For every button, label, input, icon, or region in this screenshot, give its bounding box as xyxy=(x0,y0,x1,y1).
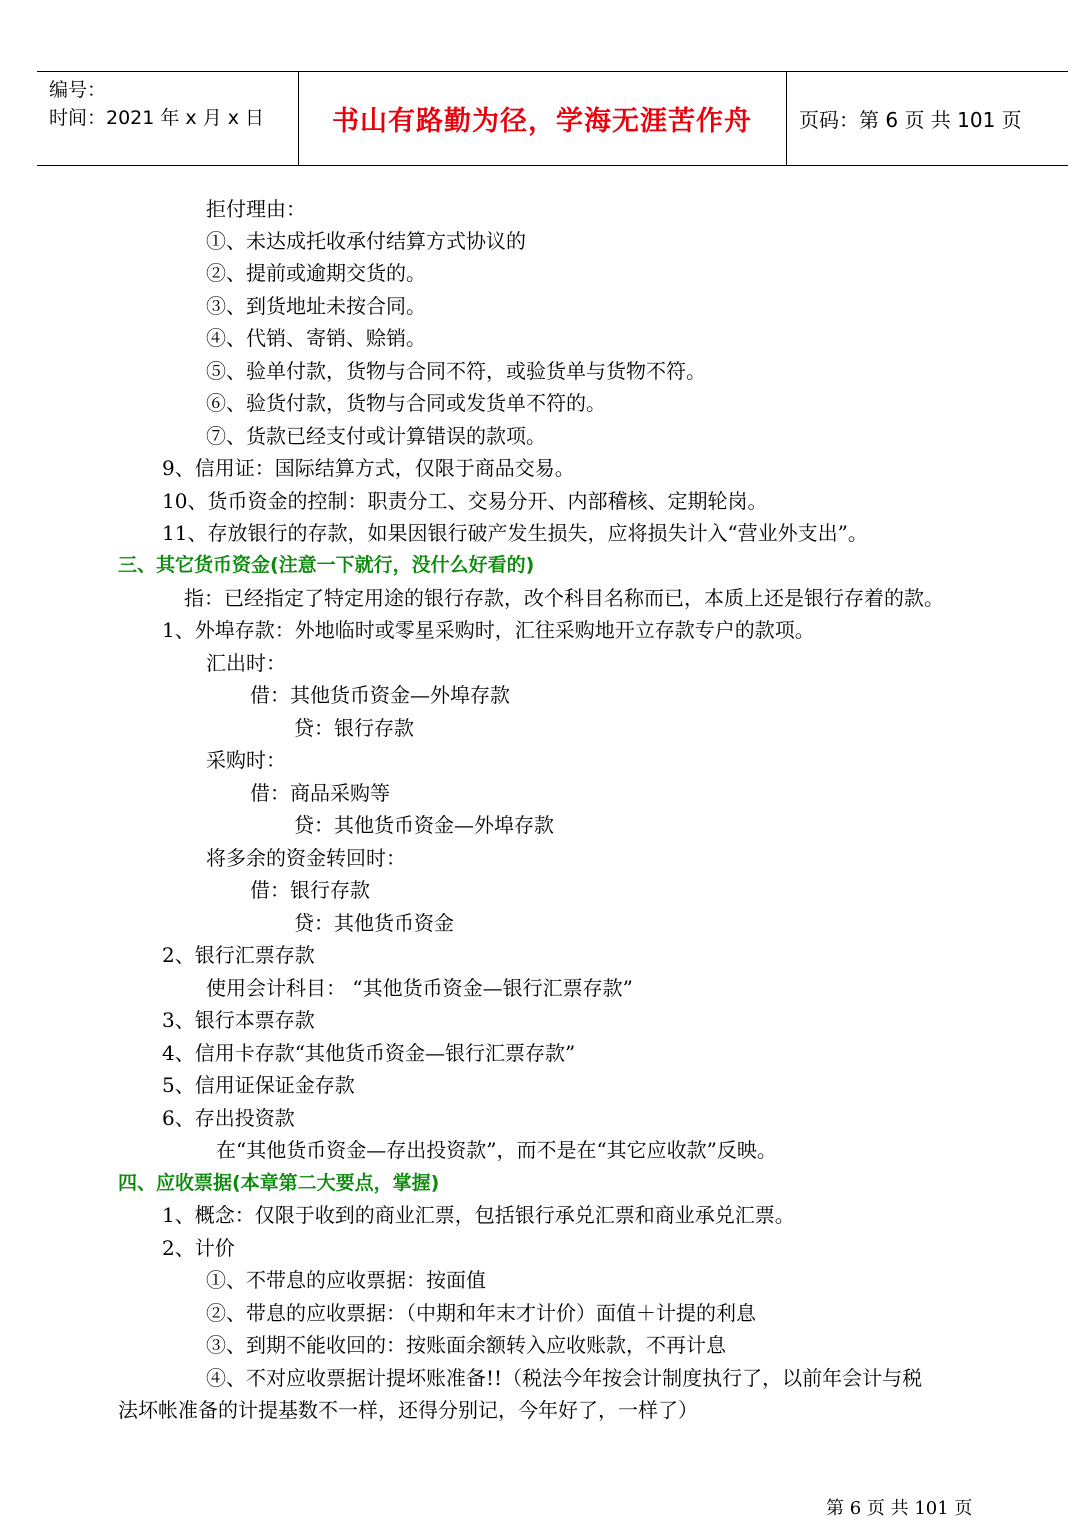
text-line: ⑤、验单付款，货物与合同不符，或验货单与货物不符。 xyxy=(206,359,706,383)
text-line: 借：其他货币资金—外埠存款 xyxy=(250,683,510,707)
header-divider xyxy=(786,72,787,165)
text-line: 6、存出投资款 xyxy=(162,1106,295,1130)
text-line: 在“其他货币资金—存出投资款”，而不是在“其它应收款”反映。 xyxy=(216,1138,777,1162)
text-line: 1、概念：仅限于收到的商业汇票，包括银行承兑汇票和商业承兑汇票。 xyxy=(162,1203,795,1227)
text-line: 1、外埠存款：外地临时或零星采购时，汇往采购地开立存款专户的款项。 xyxy=(162,618,815,642)
text-line: 使用会计科目： “其他货币资金—银行汇票存款” xyxy=(206,976,633,1000)
section-heading: 四、应收票据(本章第二大要点，掌握) xyxy=(118,1172,440,1194)
text-line: 贷：银行存款 xyxy=(294,716,414,740)
text-line: 9、信用证：国际结算方式，仅限于商品交易。 xyxy=(162,456,575,480)
text-line: 11、存放银行的存款，如果因银行破产发生损失，应将损失计入“营业外支出”。 xyxy=(162,521,868,545)
header-motto: 书山有路勤为径，学海无涯苦作舟 xyxy=(332,106,752,137)
text-line: 贷：其他货币资金 xyxy=(294,911,454,935)
text-line: ⑥、验货付款，货物与合同或发货单不符的。 xyxy=(206,391,606,415)
header-page-number: 页码：第 6 页 共 101 页 xyxy=(799,108,1022,132)
text-line: 法坏帐准备的计提基数不一样，还得分别记，今年好了，一样了） xyxy=(118,1398,698,1422)
text-line: ④、代销、寄销、赊销。 xyxy=(206,326,426,350)
text-line: ①、未达成托收承付结算方式协议的 xyxy=(206,229,526,253)
text-line: 贷：其他货币资金—外埠存款 xyxy=(294,813,554,837)
text-line: 2、银行汇票存款 xyxy=(162,943,315,967)
text-line: ③、到期不能收回的：按账面余额转入应收账款，不再计息 xyxy=(206,1333,726,1357)
text-line: 采购时： xyxy=(206,748,286,772)
text-line: 2、计价 xyxy=(162,1236,235,1260)
text-line: ⑦、货款已经支付或计算错误的款项。 xyxy=(206,424,546,448)
text-line: 4、信用卡存款“其他货币资金—银行汇票存款” xyxy=(162,1041,576,1065)
text-line: 将多余的资金转回时： xyxy=(206,846,406,870)
text-line: ④、不对应收票据计提坏账准备!!（税法今年按会计制度执行了，以前年会计与税 xyxy=(206,1366,923,1390)
text-line: ②、带息的应收票据：（中期和年末才计价）面值＋计提的利息 xyxy=(206,1301,756,1325)
document-number-label: 编号： xyxy=(49,79,107,101)
section-heading: 三、其它货币资金(注意一下就行，没什么好看的) xyxy=(118,554,535,576)
text-line: 3、银行本票存款 xyxy=(162,1008,315,1032)
text-line: 5、信用证保证金存款 xyxy=(162,1073,355,1097)
text-line: 拒付理由： xyxy=(206,197,306,221)
text-line: 借：商品采购等 xyxy=(250,781,390,805)
text-line: 借：银行存款 xyxy=(250,878,370,902)
text-line: ③、到货地址未按合同。 xyxy=(206,294,426,318)
text-line: ②、提前或逾期交货的。 xyxy=(206,261,426,285)
text-line: 指：已经指定了特定用途的银行存款，改个科目名称而已，本质上还是银行存着的款。 xyxy=(184,586,944,610)
document-date-label: 时间：2021 年 x 月 x 日 xyxy=(49,107,265,129)
page-header xyxy=(37,71,1068,166)
text-line: ①、不带息的应收票据：按面值 xyxy=(206,1268,486,1292)
text-line: 10、货币资金的控制：职责分工、交易分开、内部稽核、定期轮岗。 xyxy=(162,489,768,513)
header-left-cell xyxy=(49,76,264,132)
page-footer: 第 6 页 共 101 页 xyxy=(826,1498,973,1519)
text-line: 汇出时： xyxy=(206,651,286,675)
